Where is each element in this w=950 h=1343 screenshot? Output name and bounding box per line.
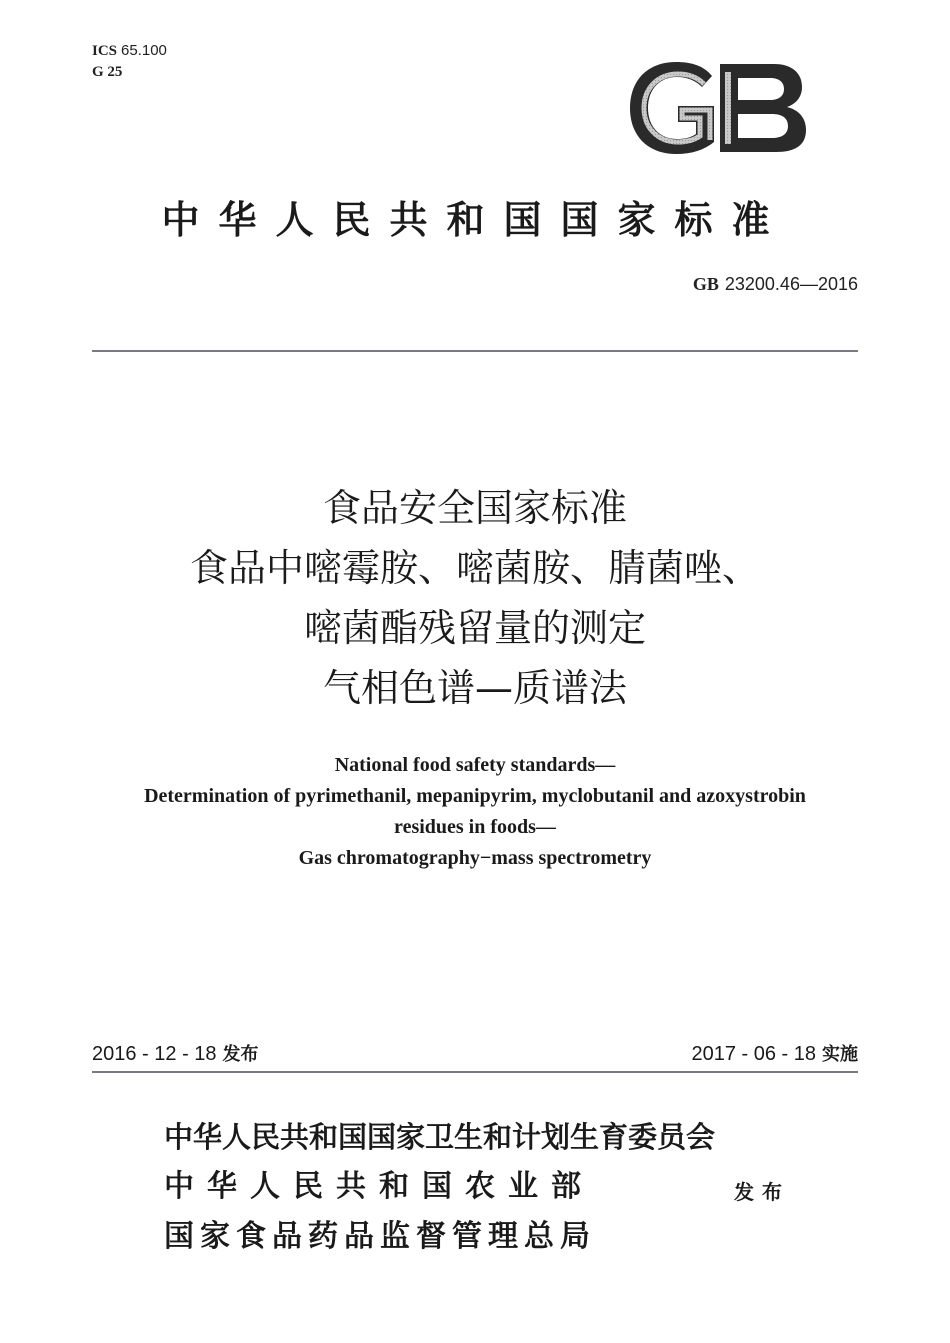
ccs-code: G 25 [92,64,123,80]
publish-label: 发布 [734,1180,790,1204]
issue-date-block [92,1040,259,1066]
effective-label: 实施 [822,1044,858,1065]
standard-header: 中华人民共和国国家标准 [161,198,789,242]
top-divider [92,350,858,352]
logo-b-shape [720,64,806,152]
english-title-line: Determination of pyrimethanil, mepanipyrim, myclobutanil and azoxystrobin [144,785,806,807]
ics-code [92,40,167,62]
chinese-title-line: 气相色谱—质谱法 [322,666,627,710]
english-title [60,750,890,874]
gb-logo-icon [624,58,808,158]
issuer-line: 国家食品药品监督管理总局 [164,1219,596,1254]
classification-codes [92,40,167,83]
ics-label: ICS [92,43,118,59]
chinese-title [60,478,890,718]
english-title-line: residues in foods— [394,816,556,838]
bottom-divider [92,1071,858,1073]
ics-value: 65.100 [121,42,167,59]
effective-date-block [691,1040,858,1066]
standard-code: 23200.46—2016 [724,274,858,294]
chinese-title-line: 食品中嘧霉胺、嘧菌胺、腈菌唑、 [189,546,760,590]
chinese-title-line: 食品安全国家标准 [322,486,627,530]
effective-date: 2017 - 06 - 18 [691,1043,816,1065]
issuer-line: 中华人民共和国国家卫生和计划生育委员会 [164,1120,716,1154]
issuer-line: 中华人民共和国农业部 [164,1169,594,1204]
issue-date: 2016 - 12 - 18 [92,1043,217,1065]
english-title-line: Gas chromatography−mass spectrometry [298,847,652,869]
standard-number [693,274,858,295]
standard-prefix: GB [692,274,719,294]
issue-label: 发布 [222,1044,259,1065]
issuing-authorities [164,1112,715,1262]
english-title-line: National food safety standards— [334,754,616,776]
chinese-title-line: 嘧菌酯残留量的测定 [303,606,646,650]
